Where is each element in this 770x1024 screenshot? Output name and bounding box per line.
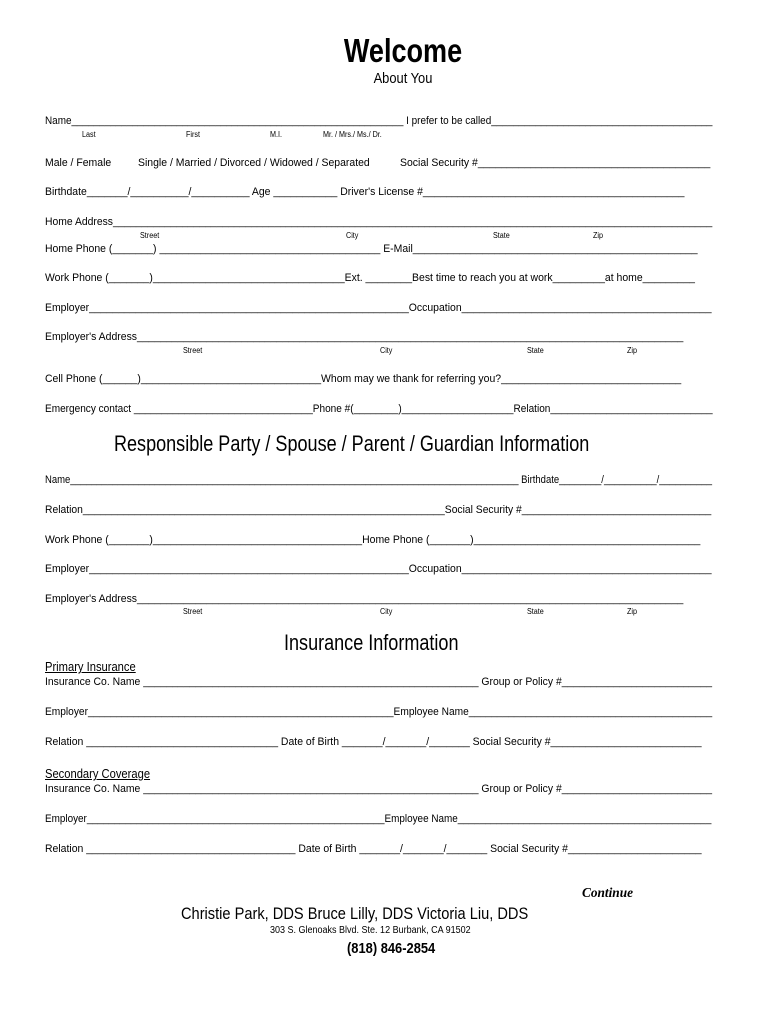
home-address-row[interactable]: Home Address________________________________________________________________________________________________________ <box>45 216 713 228</box>
name-sub-first: First <box>186 130 201 139</box>
name-sub-last: Last <box>82 130 96 139</box>
marital-status-field[interactable]: Single / Married / Divorced / Widowed / Separated <box>138 157 370 169</box>
primary-company-row[interactable]: Insurance Co. Name __________________________________________________________ Group or Policy #__________________________ <box>45 676 713 688</box>
employer-address-row[interactable]: Employer's Address______________________________________________________________________________________________ <box>45 331 684 343</box>
birthdate-row[interactable]: Birthdate_______/__________/__________ Age ___________ Driver's License #_____________________________________________ <box>45 186 685 198</box>
primary-relation-row[interactable]: Relation _________________________________ Date of Birth _______/_______/_______ Social Security #__________________________ <box>45 736 702 748</box>
name-sub-mi: M.I. <box>270 130 283 139</box>
home-address-sub-street: Street <box>140 231 160 240</box>
employer-address-sub-state: State <box>527 346 544 355</box>
home-address-sub-zip: Zip <box>593 231 604 240</box>
rp-address-sub-zip: Zip <box>627 607 638 616</box>
page-subtitle: About You <box>373 70 433 87</box>
secondary-coverage-label: Secondary Coverage <box>45 766 151 781</box>
employer-address-sub-street: Street <box>183 346 203 355</box>
rp-address-sub-state: State <box>527 607 544 616</box>
employer-row[interactable]: Employer_______________________________________________________Occupation___________________________________________ <box>45 302 712 314</box>
cell-phone-row[interactable]: Cell Phone (______)_______________________________Whom may we thank for referring you?_______________________________ <box>45 373 682 385</box>
secondary-company-row[interactable]: Insurance Co. Name __________________________________________________________ Group or Policy #__________________________ <box>45 783 713 795</box>
home-address-sub-state: State <box>493 231 510 240</box>
page-title: Welcome <box>343 32 463 69</box>
secondary-relation-row[interactable]: Relation ____________________________________ Date of Birth _______/_______/_______ Social Security #_______________________ <box>45 843 702 855</box>
office-address: 303 S. Glenoaks Blvd. Ste. 12 Burbank, CA 91502 <box>270 925 471 936</box>
responsible-party-heading: Responsible Party / Spouse / Parent / Guardian Information <box>114 431 590 456</box>
work-phone-row[interactable]: Work Phone (_______)_________________________________Ext. ________Best time to reach you at work_________at home_________ <box>45 272 695 284</box>
rp-name-row[interactable]: Name_____________________________________________________________________________________ Birthdate________/__________/__________ <box>45 474 713 486</box>
rp-employer-row[interactable]: Employer_______________________________________________________Occupation___________________________________________ <box>45 563 712 575</box>
doctors-names: Christie Park, DDS Bruce Lilly, DDS Victoria Liu, DDS <box>181 904 529 923</box>
office-phone: (818) 846-2854 <box>347 940 436 957</box>
rp-work-phone-row[interactable]: Work Phone (_______)____________________________________Home Phone (_______)_______________________________________ <box>45 534 701 546</box>
home-phone-row[interactable]: Home Phone (_______) ______________________________________ E-Mail_________________________________________________ <box>45 243 698 255</box>
rp-address-sub-street: Street <box>183 607 203 616</box>
gender-field[interactable]: Male / Female <box>45 157 112 169</box>
home-address-sub-city: City <box>346 231 359 240</box>
secondary-employer-row[interactable]: Employer______________________________________________________Employee Name______________________________________________ <box>45 813 712 825</box>
primary-insurance-label: Primary Insurance <box>45 659 136 674</box>
name-sub-title: Mr. / Mrs./ Ms./ Dr. <box>323 130 382 139</box>
rp-address-sub-city: City <box>380 607 393 616</box>
employer-address-sub-city: City <box>380 346 393 355</box>
emergency-contact-row[interactable]: Emergency contact ________________________________Phone #(________)____________________Relation_____________________________ <box>45 403 713 415</box>
ssn-field[interactable]: Social Security #________________________________________ <box>400 157 711 169</box>
insurance-heading: Insurance Information <box>284 630 459 655</box>
employer-address-sub-zip: Zip <box>627 346 638 355</box>
rp-employer-address-row[interactable]: Employer's Address______________________________________________________________________________________________ <box>45 593 684 605</box>
name-field-row[interactable]: Name____________________________________________________________ I prefer to be called________________________________________ <box>45 115 713 127</box>
continue-label: Continue <box>582 886 634 901</box>
rp-relation-row[interactable]: Relation_______________________________________________________________Social Security #_________________________________ <box>45 504 712 516</box>
primary-employer-row[interactable]: Employer______________________________________________________Employee Name___________________________________________ <box>45 706 713 718</box>
